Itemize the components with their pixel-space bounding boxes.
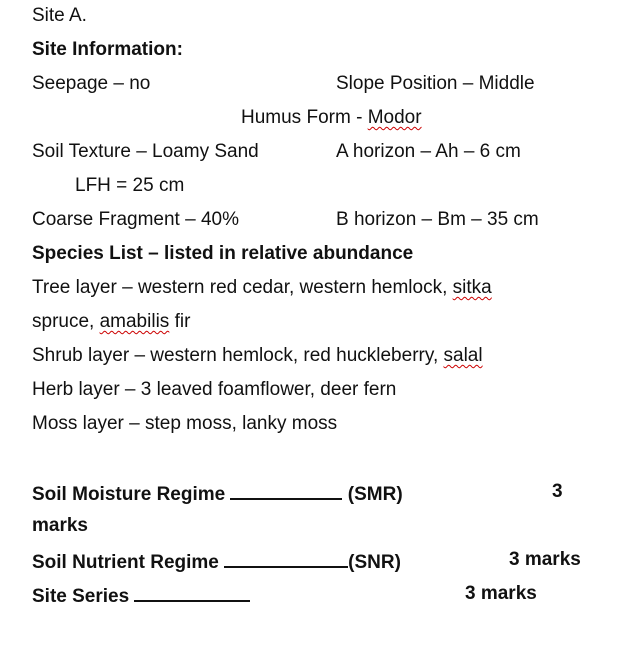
species-list-heading: Species List – listed in relative abundance [32, 243, 414, 264]
snr-question [32, 548, 401, 575]
tree-layer-text: Tree layer – western red cedar, western hemlock, [32, 277, 453, 298]
moss-layer-text: Moss layer – step moss, lanky moss [32, 413, 338, 434]
tree-layer-sitka: sitka [452, 277, 492, 298]
b-horizon-text: B horizon – Bm – 35 cm [336, 209, 539, 230]
snr-answer-blank[interactable] [224, 548, 348, 568]
humus-form-value: Modor [367, 107, 422, 128]
smr-answer-blank[interactable] [230, 480, 342, 500]
smr-marks-number: 3 [552, 481, 563, 502]
lfh-text: LFH = 25 cm [75, 175, 185, 196]
shrub-layer-text: Shrub layer – western hemlock, red huckleberry, [32, 345, 444, 366]
site-series-label: Site Series [32, 586, 130, 607]
tree-layer-line-2 [32, 310, 190, 334]
site-series-question [32, 582, 250, 609]
soil-texture-text: Soil Texture – Loamy Sand [32, 141, 259, 162]
site-series-marks: 3 marks [465, 583, 537, 604]
humus-form-line [241, 106, 422, 130]
site-information-heading: Site Information: [32, 39, 183, 60]
smr-abbrev: (SMR) [347, 484, 403, 505]
smr-label: Soil Moisture Regime [32, 484, 226, 505]
a-horizon-text: A horizon – Ah – 6 cm [336, 141, 521, 162]
humus-form-label: Humus Form - [241, 107, 368, 128]
smr-marks-word: marks [32, 515, 88, 536]
seepage-text: Seepage – no [32, 73, 151, 94]
slope-position-text: Slope Position – Middle [336, 73, 535, 94]
smr-question [32, 480, 403, 507]
herb-layer-text: Herb layer – 3 leaved foamflower, deer fern [32, 379, 397, 400]
shrub-layer-salal: salal [443, 345, 483, 366]
tree-layer-spruce: spruce, [32, 311, 100, 332]
tree-layer-fir: fir [169, 311, 191, 332]
snr-label: Soil Nutrient Regime [32, 552, 219, 573]
site-series-answer-blank[interactable] [134, 582, 250, 602]
tree-layer-line-1 [32, 276, 492, 300]
tree-layer-amabilis: amabilis [99, 311, 170, 332]
site-label: Site A. [32, 5, 87, 26]
snr-abbrev: (SNR) [348, 552, 401, 573]
coarse-fragment-text: Coarse Fragment – 40% [32, 209, 239, 230]
shrub-layer-line [32, 344, 483, 368]
snr-marks: 3 marks [509, 549, 581, 570]
